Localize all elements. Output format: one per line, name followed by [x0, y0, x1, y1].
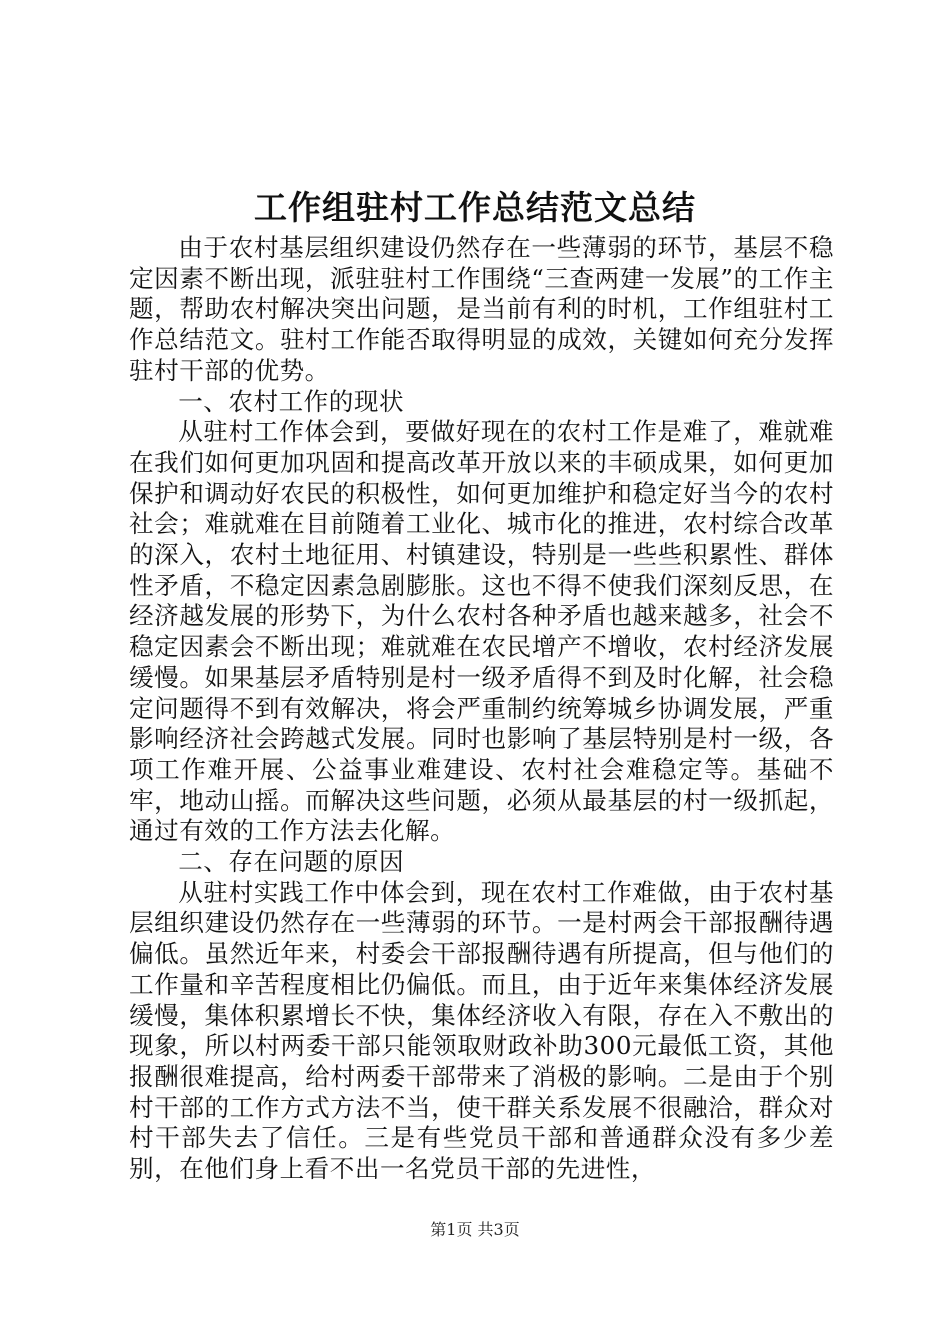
section-heading-1: 一、农村工作的现状 [178, 386, 405, 416]
paragraph-intro: 由于农村基层组织建设仍然存在一些薄弱的环节，基层不稳定因素不断出现，派驻驻村工作围绕“三查两建一发展”的工作主题，帮助农村解决突出问题，是当前有利的时机，工作组驻村工作总结范文。驻村工作能否取得明显的成效，关键如何充分发挥驻村干部的优势。 [129, 233, 834, 385]
document-title: 工作组驻村工作总结范文总结 [254, 188, 696, 227]
document-body [129, 233, 834, 1185]
section-heading-2: 二、存在问题的原因 [178, 847, 405, 877]
page-number-footer: 第1页 共3页 [430, 1220, 520, 1239]
paragraph-current-situation: 从驻村工作体会到，要做好现在的农村工作是难了，难就难在我们如何更加巩固和提高改革开放以来的丰硕成果，如何更加保护和调动好农民的积极性，如何更加维护和稳定好当今的农村社会；难就难在目前随着工业化、城市化的推进，农村综合改革的深入，农村土地征用、村镇建设，特别是一些些积累性、群体性矛盾，不稳定因素急剧膨胀。这也不得不使我们深刻反思，在经济越发展的形势下，为什么农村各种矛盾也越来越多，社会不稳定因素会不断出现；难就难在农民增产不增收，农村经济发展缓慢。如果基层矛盾特别是村一级矛盾得不到及时化解，社会稳定问题得不到有效解决，将会严重制约统筹城乡协调发展，严重影响经济社会跨越式发展。同时也影响了基层特别是村一级，各项工作难开展、公益事业难建设、农村社会难稳定等。基础不牢，地动山摇。而解决这些问题，必须从最基层的村一级抓起，通过有效的工作方法去化解。 [129, 417, 834, 846]
paragraph-causes: 从驻村实践工作中体会到，现在农村工作难做，由于农村基层组织建设仍然存在一些薄弱的环节。一是村两会干部报酬待遇偏低。虽然近年来，村委会干部报酬待遇有所提高，但与他们的工作量和辛苦程度相比仍偏低。而且，由于近年来集体经济发展缓慢，集体积累增长不快，集体经济收入有限，存在入不敷出的现象，所以村两委干部只能领取财政补助300元最低工资，其他报酬很难提高，给村两委干部带来了消极的影响。二是由于个别村干部的工作方式方法不当，使干群关系发展不很融洽，群众对村干部失去了信任。三是有些党员干部和普通群众没有多少差别，在他们身上看不出一名党员干部的先进性， [129, 877, 834, 1184]
